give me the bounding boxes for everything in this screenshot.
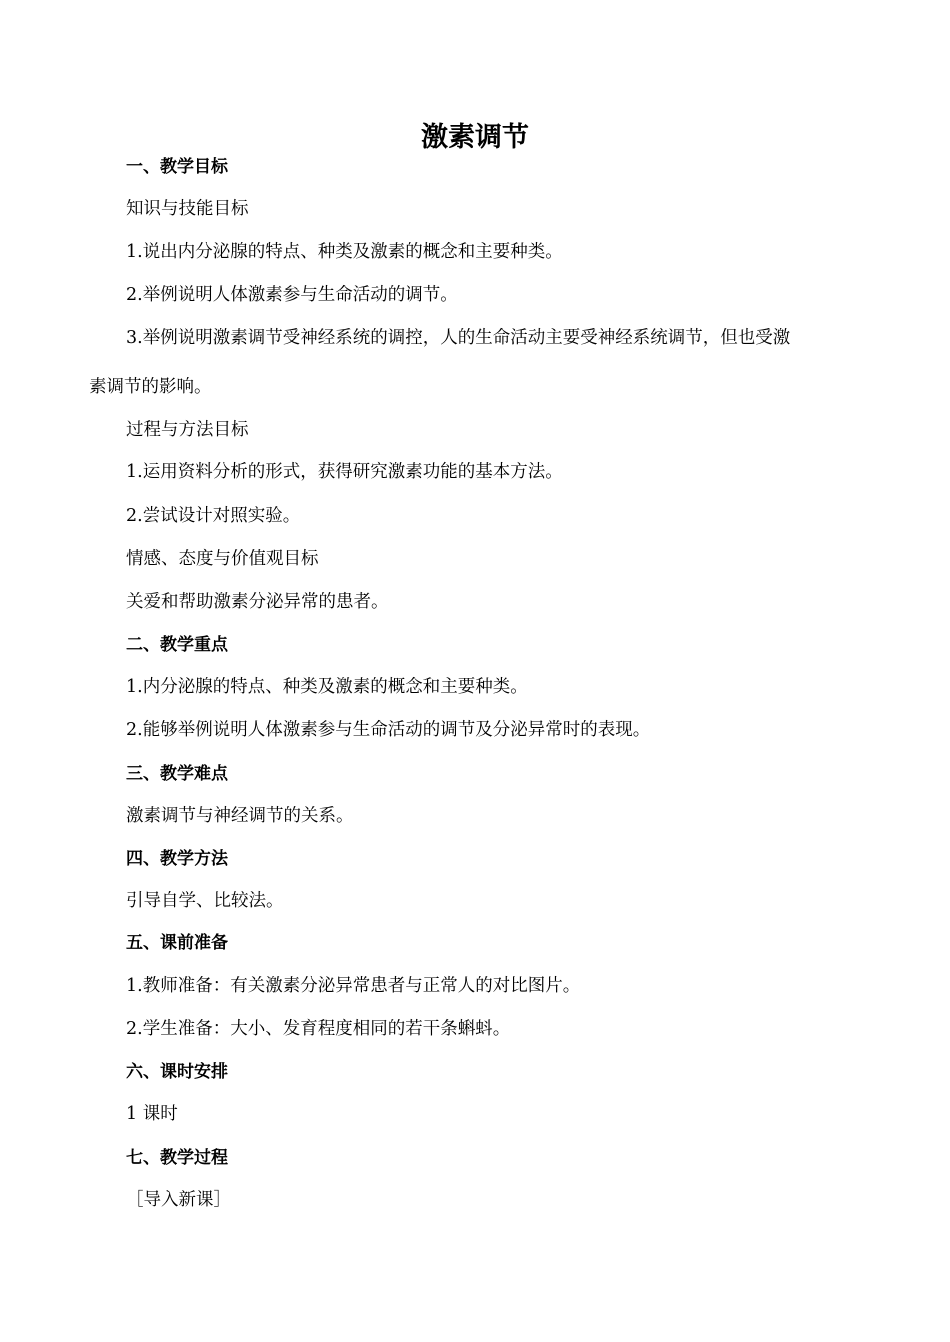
process-goal-label: 过程与方法目标 xyxy=(126,420,249,440)
section-4-heading: 四、教学方法 xyxy=(126,849,228,869)
preparation-1: 1.教师准备：有关激素分泌异常患者与正常人的对比图片。 xyxy=(126,976,581,996)
knowledge-goal-2: 2.举例说明人体激素参与生命活动的调节。 xyxy=(126,285,458,305)
process-goal-1: 1.运用资料分析的形式，获得研究激素功能的基本方法。 xyxy=(126,462,563,482)
section-2-heading: 二、教学重点 xyxy=(126,635,228,655)
section-6-heading: 六、课时安排 xyxy=(126,1062,228,1082)
emotion-goal-label: 情感、态度与价值观目标 xyxy=(126,549,319,569)
method-1: 引导自学、比较法。 xyxy=(126,891,284,911)
section-1-heading: 一、教学目标 xyxy=(126,157,228,177)
knowledge-goal-label: 知识与技能目标 xyxy=(126,199,249,219)
process-goal-2: 2.尝试设计对照实验。 xyxy=(126,506,301,526)
document-title: 激素调节 xyxy=(421,122,529,153)
emotion-goal-1: 关爱和帮助激素分泌异常的患者。 xyxy=(126,592,389,612)
section-3-heading: 三、教学难点 xyxy=(126,764,228,784)
process-intro: ［导入新课］ xyxy=(126,1190,231,1210)
schedule-1: 1 课时 xyxy=(126,1104,178,1124)
preparation-2: 2.学生准备：大小、发育程度相同的若干条蝌蚪。 xyxy=(126,1019,511,1039)
section-5-heading: 五、课前准备 xyxy=(126,933,228,953)
key-point-2: 2.能够举例说明人体激素参与生命活动的调节及分泌异常时的表现。 xyxy=(126,720,651,740)
knowledge-goal-3-line-1: 3.举例说明激素调节受神经系统的调控，人的生命活动主要受神经系统调节，但也受激 xyxy=(126,328,791,348)
difficulty-1: 激素调节与神经调节的关系。 xyxy=(126,806,354,826)
knowledge-goal-3-line-2: 素调节的影响。 xyxy=(89,377,212,397)
knowledge-goal-1: 1.说出内分泌腺的特点、种类及激素的概念和主要种类。 xyxy=(126,242,563,262)
section-7-heading: 七、教学过程 xyxy=(126,1148,228,1168)
key-point-1: 1.内分泌腺的特点、种类及激素的概念和主要种类。 xyxy=(126,677,528,697)
